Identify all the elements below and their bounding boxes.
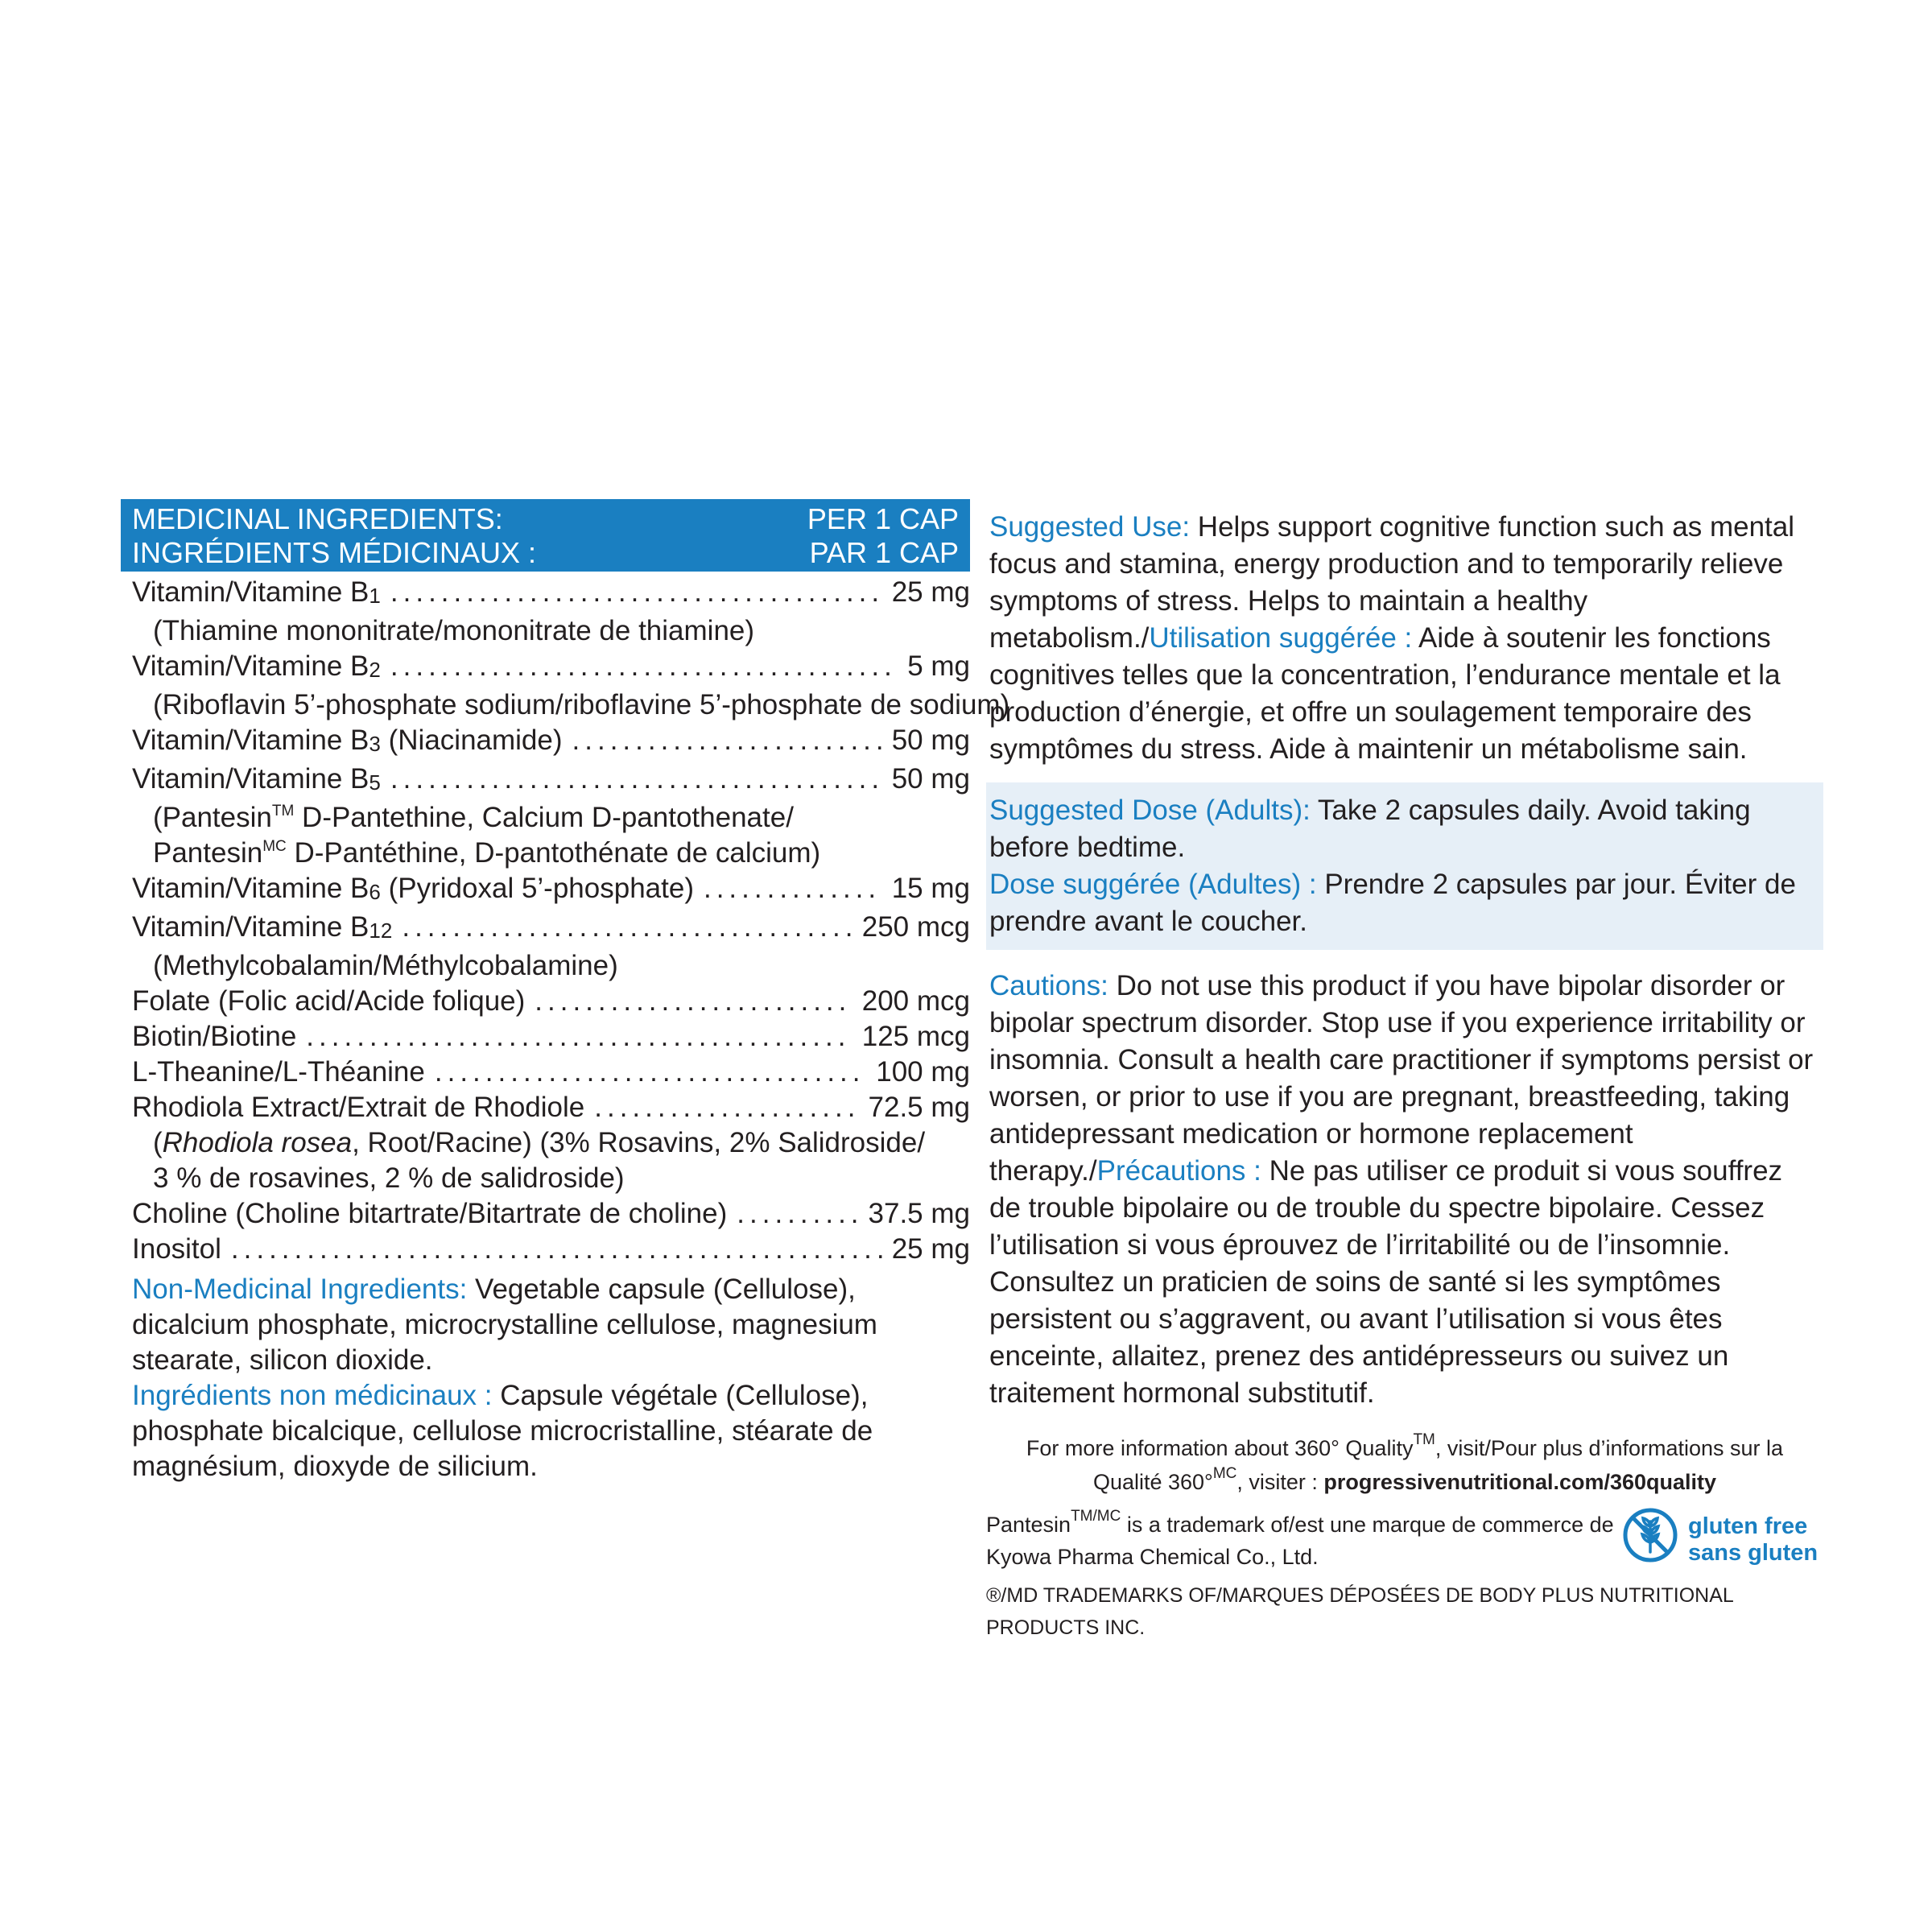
ingredient-detail: (Pantesin™ D-Pantethine, Calcium D-pantothenate/	[153, 802, 794, 833]
ingredient-amount: 37.5 mg	[868, 1198, 970, 1229]
no-wheat-icon	[1622, 1507, 1678, 1572]
header-right-en: PER 1 CAP	[807, 502, 959, 535]
ingredient-detail: Pantesin$^{MC}$ D-Pantéthine, D-pantothénate de calcium)	[153, 837, 821, 869]
ingredient-row: Vitamin/Vitamine $B_{12}$ ..... 250 mcg	[121, 910, 970, 948]
gluten-free-badge	[1622, 1507, 1818, 1572]
ingredient-row: Inositol ..... 25 mg	[121, 1232, 970, 1267]
non-medicinal-ingredients: Non-Medicinal Ingredients: Vegetable capsule (Cellulose), dicalcium phosphate, microcrystalline cellulose, magnesium stearate, silicon dioxide. Ingrédients non médicinaux : Capsule végétale (Cellulose), phosphate bicalcique, cellulose microcristalline, stéarate de magnésium, dioxyde de silicium.	[132, 1274, 877, 1482]
ingredient-amount: 50 mg	[891, 724, 970, 756]
header-right-fr: PAR 1 CAP	[809, 536, 959, 569]
ingredient-amount: 250 mcg	[861, 911, 970, 943]
non-medicinal-label-fr: Ingrédients non médicinaux :	[132, 1380, 493, 1411]
suggested-use-label-en: Suggested Use:	[989, 511, 1191, 543]
ingredient-row: Choline (Choline bitartrate/Bitartrate de choline) ..... 37.5 mg	[121, 1196, 970, 1232]
quality-info: For more information about 360° Quality™, visit/Pour plus d’informations sur la Qualité 360°$^{MC}$, visiter : progressivenutritional.com/360quality	[1026, 1431, 1784, 1494]
trademark-note: Pantesin$^{TM/MC}$ is a trademark of/est une marque de commerce de Kyowa Pharma Chemical Co., Ltd. gluten free sans gluten	[986, 1509, 1823, 1573]
suggested-use: Suggested Use: Helps support cognitive function such as mental focus and stamina, energy production and to temporarily relieve symptoms of stress. Helps to maintain a healthy metabolism./Utilisation suggérée : Aide à soutenir les fonctions cognitives telles que la concentration, l’endurance mentale et la production d’énergie, et offre un soulagement temporaire des symptômes du stress. Aide à maintenir un métabolisme sain.	[989, 511, 1795, 765]
cautions: Cautions: Do not use this product if you have bipolar disorder or bipolar spectrum disorder. Stop use if you experience irritability or insomnia. Consult a health care practitioner if symptoms persist or worsen, or prior to use if you are pregnant, breastfeeding, taking antidepressant medication or hormone replacement therapy./Précautions : Ne pas utiliser ce produit si vous souffrez de trouble bipolaire ou de trouble du spectre bipolaire. Cessez l’utilisation si vous éprouvez de l’irritabilité ou de l’insomnie. Consultez un praticien de soins de santé si les symptômes persistent ou s’aggravent, ou avant l’utilisation si vous êtes enceinte, allaitez, prenez des antidépresseurs ou suivez un traitement hormonal substitutif.	[989, 970, 1814, 1409]
ingredient-row: Vitamin/Vitamine $B_3$ (Niacinamide) ..... 50 mg	[121, 723, 970, 762]
dose-label-en: Suggested Dose (Adults):	[989, 795, 1311, 826]
ingredient-detail: (Rhodiola rosea, Root/Racine) (3% Rosavins, 2% Salidroside/	[153, 1127, 926, 1158]
directions-panel	[986, 501, 1823, 1644]
ingredient-amount: 125 mcg	[861, 1021, 970, 1052]
header-left-fr: INGRÉDIENTS MÉDICINAUX :	[132, 536, 537, 569]
ingredient-amount: 5 mg	[907, 650, 970, 682]
ingredient-amount: 25 mg	[891, 576, 970, 608]
ingredient-detail: (Riboflavin 5’-phosphate sodium/riboflavine 5’-phosphate de sodium)	[153, 689, 1010, 720]
ingredients-header	[121, 499, 970, 572]
medicinal-ingredients-panel	[121, 499, 1010, 1484]
ingredient-detail: (Methylcobalamin/Méthylcobalamine)	[153, 950, 618, 981]
non-medicinal-label-en: Non-Medicinal Ingredients:	[132, 1274, 468, 1305]
cautions-label-en: Cautions:	[989, 970, 1108, 1001]
suggested-use-label-fr: Utilisation suggérée :	[1149, 622, 1413, 654]
quality-url: progressivenutritional.com/360quality	[1323, 1470, 1717, 1494]
registered-trademarks: ®/MD TRADEMARKS OF/MARQUES DÉPOSÉES DE BODY PLUS NUTRITIONAL PRODUCTS INC.	[986, 1584, 1733, 1639]
cautions-label-fr: Précautions :	[1096, 1155, 1261, 1187]
ingredient-row: Vitamin/Vitamine $B_6$ (Pyridoxal 5’-phosphate) ..... 15 mg	[121, 871, 970, 910]
ingredient-row: Vitamin/Vitamine $B_1$ ..... 25 mg	[121, 575, 970, 613]
header-left-en: MEDICINAL INGREDIENTS:	[132, 502, 503, 535]
dose-label-fr: Dose suggérée (Adultes) :	[989, 869, 1317, 900]
ingredient-amount: 72.5 mg	[868, 1092, 970, 1123]
gluten-free-fr: sans gluten	[1688, 1539, 1818, 1566]
ingredient-detail: 3 % de rosavines, 2 % de salidroside)	[153, 1162, 625, 1194]
gluten-free-en: gluten free	[1688, 1513, 1808, 1539]
suggested-dose: Suggested Dose (Adults): Take 2 capsules daily. Avoid taking before bedtime. Dose suggérée (Adultes) : Prendre 2 capsules par jour. Éviter de prendre avant le coucher.	[986, 782, 1823, 950]
ingredient-amount: 15 mg	[891, 873, 970, 904]
ingredient-detail: (Thiamine mononitrate/mononitrate de thiamine)	[153, 615, 755, 646]
ingredient-amount: 50 mg	[891, 763, 970, 795]
ingredient-row: Rhodiola Extract/Extrait de Rhodiole ..... 72.5 mg	[121, 1090, 970, 1125]
ingredient-row: Vitamin/Vitamine $B_5$ ..... 50 mg	[121, 762, 970, 800]
ingredient-list	[121, 575, 1010, 1267]
ingredient-row: Folate (Folic acid/Acide folique) ..... 200 mcg	[121, 984, 970, 1019]
ingredient-amount: 200 mcg	[861, 985, 970, 1017]
ingredient-row: L-Theanine/L-Théanine ..... 100 mg	[121, 1055, 970, 1090]
ingredient-row: Vitamin/Vitamine $B_2$ ..... 5 mg	[121, 649, 970, 687]
ingredient-amount: 25 mg	[891, 1233, 970, 1265]
ingredient-row: Biotin/Biotine ..... 125 mcg	[121, 1019, 970, 1055]
ingredient-amount: 100 mg	[876, 1056, 970, 1088]
